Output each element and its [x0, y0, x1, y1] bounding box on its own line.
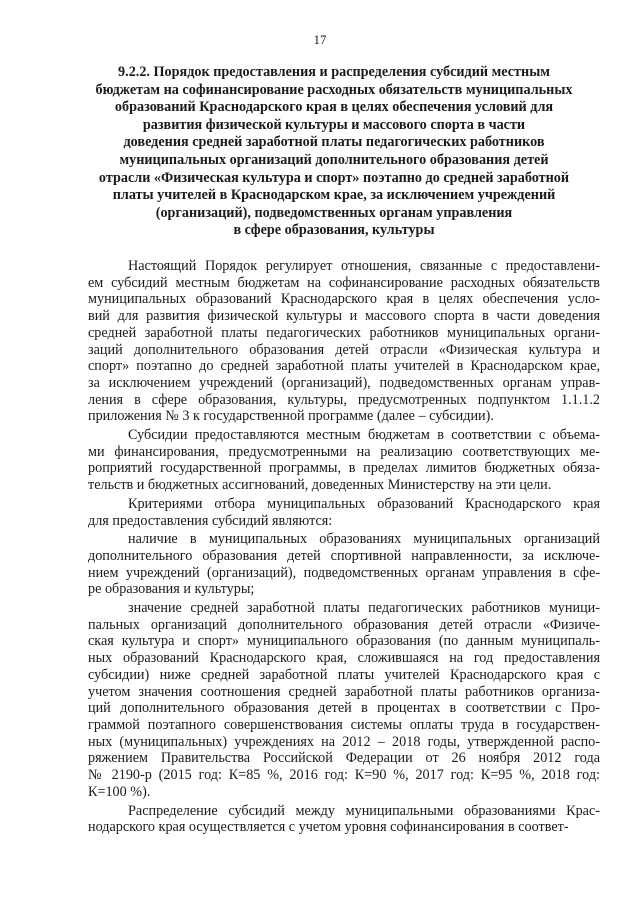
paragraph-line: ления в сфере образования, культуры, предусмотренных подпунктом 1.1.1.2 — [88, 391, 600, 408]
paragraph-line: Настоящий Порядок регулирует отношения, связанные с предоставлени- — [128, 258, 600, 274]
paragraph-line: нием учреждений (организаций), подведомственных органам управления в сфе- — [88, 564, 600, 581]
paragraph-line: вий для развития физической культуры и массового спорта в части доведения — [88, 308, 600, 325]
paragraph-line: К=100 %). — [88, 783, 151, 800]
paragraph-line: Субсидии предоставляются местным бюджетам в соответствии с объема- — [128, 427, 600, 444]
paragraph-line: за исключением учреждений (организаций), подведомственных органам управ- — [88, 374, 600, 391]
paragraph-line: дополнительного образования детей спортивной направленности, за исключе- — [88, 547, 600, 564]
heading-line: в сфере образования, культуры — [233, 222, 435, 239]
heading-line: бюджетам на софинансирование расходных обязательств муниципальных — [95, 81, 573, 98]
paragraph-line: наличие в муниципальных образованиях муниципальных организаций — [128, 531, 600, 548]
paragraph-line: заций дополнительного образования детей отрасли «Физическая культура и — [88, 341, 600, 358]
paragraph-line: муниципальных образований Краснодарского края в целях обеспечения усло- — [88, 291, 600, 308]
heading-line: отрасли «Физическая культура и спорт» поэтапно до средней заработной — [98, 169, 570, 186]
paragraph-line: роприятий государственной программы, в пределах лимитов бюджетных обяза- — [88, 460, 600, 477]
paragraph-line: ем субсидий местным бюджетам на софинансирование расходных обязательств — [88, 274, 600, 291]
paragraph-line: ряжением Правительства Российской Федерации от 26 ноября 2012 года — [88, 750, 600, 767]
paragraph — [88, 600, 600, 800]
paragraph-line: нодарского края осуществляется с учетом уровня софинансирования в соответ- — [88, 819, 569, 836]
paragraph-line: Распределение субсидий между муниципальными образованиями Крас- — [128, 802, 600, 819]
heading-line: (организаций), подведомственных органам управления — [155, 204, 513, 221]
paragraph-line: Критериями отбора муниципальных образований Краснодарского края — [128, 495, 600, 512]
page-number: 17 — [313, 32, 327, 47]
heading-line: развития физической культуры и массового спорта в части — [142, 116, 526, 133]
heading-line: платы учителей в Краснодарском крае, за исключением учреждений — [112, 187, 556, 204]
paragraph-line: граммой поэтапного совершенствования системы оплаты труда в государствен- — [88, 716, 600, 733]
document-body — [88, 258, 600, 836]
paragraph-line: ных (муниципальных) учреждениях на 2012 – 2018 годы, утвержденной распо- — [88, 733, 600, 750]
paragraph-line: ми финансирования, предусмотренными на реализацию соответствующих ме- — [88, 443, 600, 460]
paragraph — [88, 803, 600, 836]
paragraph-line: приложения № 3 к государственной программе (далее – субсидии). — [88, 408, 494, 425]
paragraph-line: для предоставления субсидий являются: — [88, 512, 333, 529]
paragraph-line: спорт» поэтапно до средней заработной платы учителей в Краснодарском крае, — [88, 358, 600, 375]
paragraph-line: пальных организаций дополнительного образования детей отрасли «Физиче- — [88, 616, 600, 633]
paragraph-line: субсидии) ниже средней заработной платы учителей Краснодарского края с — [88, 666, 600, 683]
paragraph-line: ций дополнительного образования детей в процентах в соответствии с Про- — [88, 700, 600, 717]
section-heading — [70, 64, 598, 240]
paragraph-line: ская культура и спорт» муниципального образования (по данным муниципаль- — [88, 633, 600, 650]
paragraph — [88, 427, 600, 494]
paragraph-line: значение средней заработной платы педагогических работников муници- — [128, 600, 600, 617]
paragraph-line: ных образований Краснодарского края, сложившаяся на год предоставления — [88, 650, 600, 667]
paragraph — [88, 531, 600, 598]
paragraph-line: тельств и бюджетных ассигнований, доведенных Министерству на эти цели. — [88, 477, 552, 494]
paragraph — [88, 258, 600, 425]
heading-line: муниципальных организаций дополнительного образования детей — [119, 151, 549, 168]
heading-line: доведения средней заработной платы педагогических работников — [123, 134, 545, 151]
paragraph — [88, 496, 600, 529]
paragraph-line: ре образования и культуры; — [88, 581, 255, 598]
paragraph-line: средней заработной платы педагогических работников муниципальных органи- — [88, 324, 600, 341]
heading-line: 9.2.2. Порядок предоставления и распределения субсидий местным — [118, 64, 550, 80]
paragraph-line: № 2190-р (2015 год: К=85 %, 2016 год: К=90 %, 2017 год: К=95 %, 2018 год: — [88, 767, 600, 784]
heading-line: образований Краснодарского края в целях обеспечения условий для — [114, 99, 554, 116]
paragraph-line: учетом значения соотношения средней заработной платы работников организа- — [88, 683, 600, 700]
